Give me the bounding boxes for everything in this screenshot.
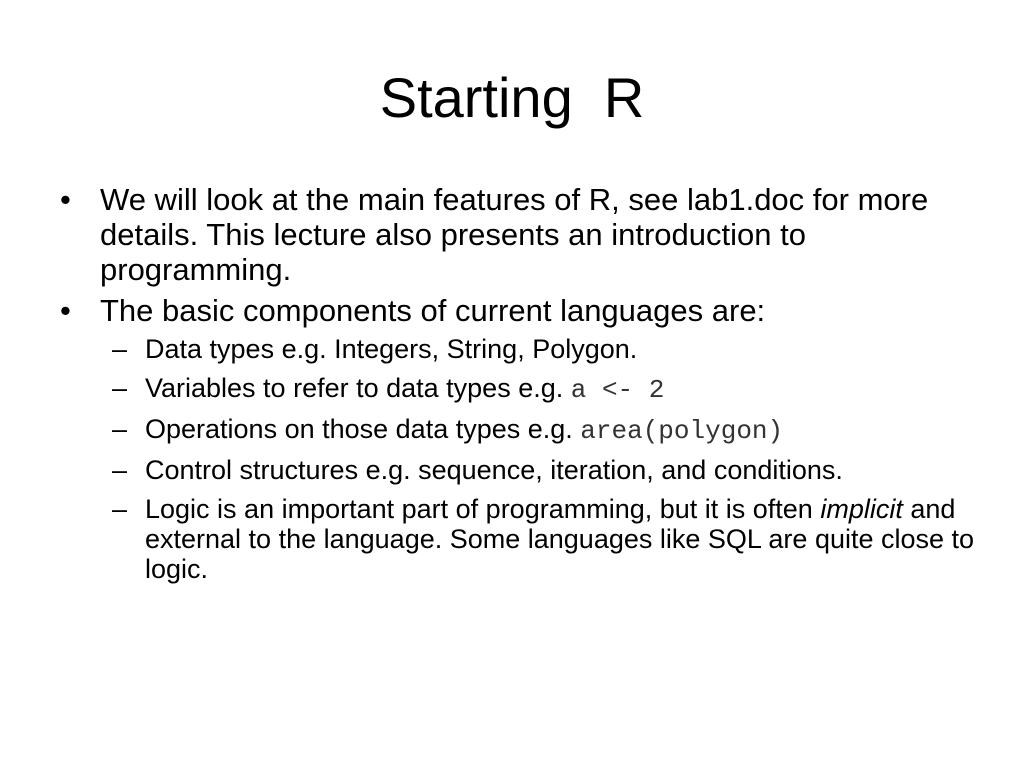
- bullet-marker: •: [60, 182, 71, 217]
- bullet-item: [60, 293, 980, 328]
- dash-marker: –: [112, 334, 128, 364]
- sub-item-text: Variables to refer to data types e.g.: [145, 373, 571, 403]
- sub-list: [60, 334, 980, 584]
- sub-item-operations: [60, 414, 980, 446]
- sub-item-variables: [60, 373, 980, 405]
- dash-marker: –: [112, 373, 128, 403]
- bullet-text: The basic components of current languages are:: [100, 293, 766, 328]
- bullet-text: We will look at the main features of R, see lab1.doc for more details. This lecture also presents an introduction to programming.: [100, 182, 929, 287]
- code-snippet: a <- 2: [570, 375, 665, 405]
- bullet-marker: •: [60, 293, 71, 328]
- sub-item-text: Data types e.g. Integers, String, Polygon.: [145, 334, 638, 364]
- slide-content: [60, 182, 980, 593]
- sub-item-logic: [60, 494, 980, 584]
- slide-title: Starting R: [379, 66, 645, 129]
- dash-marker: –: [112, 455, 128, 485]
- sub-item-data-types: [60, 334, 980, 364]
- bullet-item: [60, 182, 980, 287]
- code-snippet: area(polygon): [580, 416, 784, 446]
- dash-marker: –: [112, 414, 128, 444]
- sub-item-control-structures: [60, 455, 980, 485]
- sub-item-text: Control structures e.g. sequence, iteration, and conditions.: [145, 455, 843, 485]
- sub-item-text: Operations on those data types e.g.: [145, 414, 581, 444]
- dash-marker: –: [112, 494, 128, 524]
- sub-item-text-after: and external to the language. Some languages like SQL are quite close to logic.: [145, 494, 975, 584]
- emphasis-text: implicit: [820, 494, 903, 524]
- sub-item-text-before: Logic is an important part of programming, but it is often: [145, 494, 821, 524]
